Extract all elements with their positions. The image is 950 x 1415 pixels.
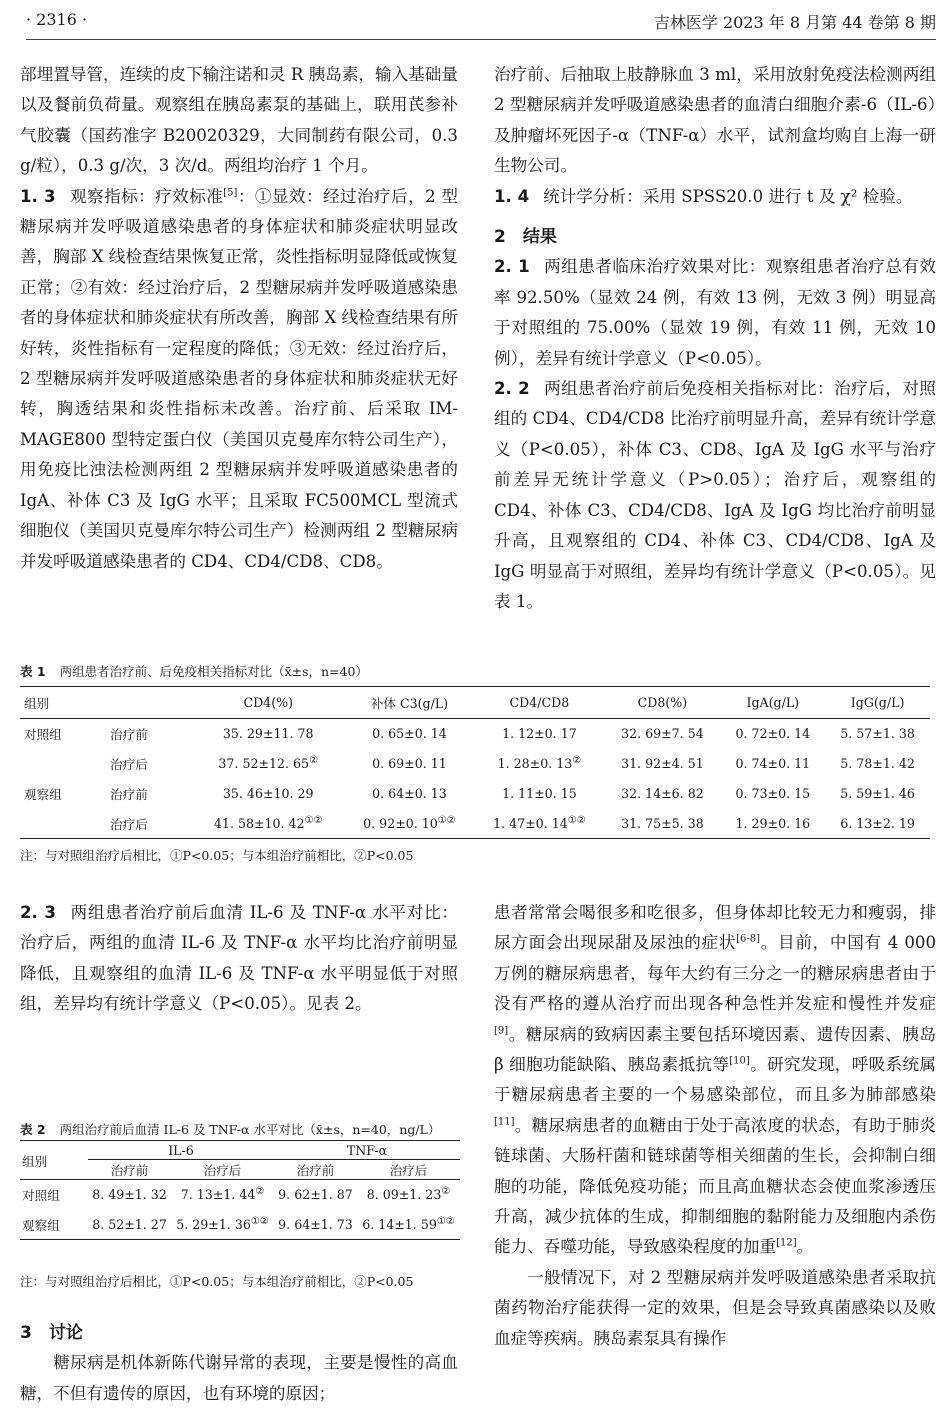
section-number: 1. 3 [20,186,56,206]
table-2-note: 注：与对照组治疗后相比，①P<0.05；与本组治疗前相比，②P<0.05 [20,1274,414,1289]
table-row: 治疗后 41. 58±10. 42①② 0. 92±0. 10①② 1. 47±0. 14①② 31. 75±5. 38 1. 29±0. 16 6. 13±2. 19 [20,809,930,839]
text-column-right-top [494,60,936,617]
journal-title: 吉林医学 2023 年 8 月第 44 卷第 8 期 [653,13,936,32]
section-number: 1. 4 [494,186,530,206]
paragraph-discussion-start: 糖尿病是机体新陈代谢异常的表现，主要是慢性的高血糖，不但有遗传的原因，也有环境的原因； [20,1353,458,1403]
table-row: 观察组 治疗前 35. 46±10. 29 0. 64±0. 13 1. 11±0. 15 32. 14±6. 82 0. 73±0. 15 5. 59±1. 46 [24,786,915,802]
citation: [10] [729,1055,750,1067]
section-2-3: 2. 3 两组患者治疗前后血清 IL-6 及 TNF-α 水平对比：治疗后，两组的血清 IL-6 及 TNF-α 水平均比治疗前明显降低，且观察组的血清 IL-6 及 TNF-α 水平明显低于对照组，差异均有统计学意义（P<0.05）。见表 2。 [20,903,458,1014]
section-heading-results: 2 结果 [494,227,557,248]
table-row: 治疗后 37. 52±12. 65② 0. 69±0. 11 1. 28±0. 13② 31. 92±4. 51 0. 74±0. 11 5. 78±1. 42 [110,754,915,772]
paragraph-discussion-continued: 患者常常会喝很多和吃很多，但身体却比较无力和瘦弱，排尿方面会出现尿甜及尿浊的症状[6-8]。目前，中国有 4 000 万例的糖尿病患者，每年大约有三分之一的糖尿病患者由于没有严格的遵从治疗而出现各种急性并发症和慢性并发症[9]。糖尿病的致病因素主要包括环境因素、遗传因素、胰岛 β 细胞功能缺陷、胰岛素抵抗等[10]。研究发现，呼吸系统属于糖尿病患者主要的一个易感染部位，而且多为肺部感染[11]。糖尿病患者的血糖由于处于高浓度的状态，有助于肺炎链球菌、大肠杆菌和链球菌等相关细菌的生长，会抑制白细胞的功能，降低免疫功能；而且高血糖状态会使血浆渗透压升高，减少抗体的生成，抑制细胞的黏附能力及细胞内杀伤能力、吞噬功能，导致感染程度的加重[12]。 [494,903,937,1257]
table-row: 观察组 8. 52±1. 27 5. 29±1. 36①② 9. 64±1. 73 6. 14±1. 59①② [20,1210,460,1240]
citation: [6-8] [736,933,761,945]
section-number: 2. 3 [20,903,56,922]
section-2-2: 2. 2 两组患者治疗前后免疫相关指标对比：治疗后，对照组的 CD4、CD4/CD8 比治疗前明显升高，差异有统计学意义（P<0.05），补体 C3、CD8、IgA 及 IgG 水平与治疗前差异无统计学意义（P>0.05）；治疗后，观察组的 CD4、补体 C3、CD4/CD8、IgA 及 IgG 均比治疗前明显升高，且观察组的 CD4、补体 C3、CD4/CD8、IgA 及 IgG 明显高于对照组，差异均有统计学意义（P<0.05）。见表 1。 [494,379,936,611]
text-column-left-top [20,60,458,577]
running-header [26,8,936,40]
table-2-caption: 表 2 两组治疗前后血清 IL-6 及 TNF-α 水平对比（x̄±s，n=40，ng/L） [20,1122,441,1137]
section-1-4: 1. 4 统计学分析：采用 SPSS20.0 进行 t 及 χ² 检验。 [494,186,913,206]
paragraph-insulin-pump: 一般情况下，对 2 型糖尿病并发呼吸道感染患者采取抗菌药物治疗能获得一定的效果，但是会导致真菌感染以及败血症等疾病。胰岛素泵具有操作 [494,1267,936,1348]
citation: [11] [494,1116,515,1128]
table-1-note: 注：与对照组治疗后相比，①P<0.05；与本组治疗前相比，②P<0.05 [20,848,414,863]
text-column-left-bottom [20,898,458,1020]
section-number: 2. 1 [494,257,530,277]
table-row: 对照组 8. 49±1. 32 7. 13±1. 44② 9. 62±1. 87 8. 09±1. 23② [22,1186,451,1204]
discussion-block [20,1318,458,1409]
table-header-row: 组别 CD4(%) 补体 C3(g/L) CD4/CD8 CD8(%) IgA(g/L) IgG(g/L) [20,687,930,719]
section-1-3: 1. 3 观察指标：疗效标准[5]：①显效：经过治疗后，2 型糖尿病并发呼吸道感染患者的身体症状和肺炎症状明显改善，胸部 X 线检查结果恢复正常，炎性指标明显降低或恢复正常；②有效：经过治疗后，2 型糖尿病并发呼吸道感染患者的身体症状和肺炎症状有所改善，胸部 X 线检查结果有所好转，炎性指标有一定程度的降低；③无效：经过治疗后，2 型糖尿病并发呼吸道感染患者的身体症状和肺炎症状无好转，胸透结果和炎性指标未改善。治疗前、后采取 IM-MAGE800 型特定蛋白仪（美国贝克曼库尔特公司生产），用免疫比浊法检测两组 2 型糖尿病并发呼吸道感染患者的 IgA、补体 C3 及 IgG 水平；且采取 FC500MCL 型流式细胞仪（美国贝克曼库尔特公司生产）检测两组 2 型糖尿病并发呼吸道感染患者的 CD4、CD4/CD8、CD8。 [20,186,458,571]
citation: [12] [776,1237,797,1249]
section-heading-discussion: 3 讨论 [20,1323,83,1343]
table-1-caption: 表 1 两组患者治疗前、后免疫相关指标对比（x̄±s，n=40） [20,664,368,679]
paragraph-methods-continued: 部埋置导管，连续的皮下输注诺和灵 R 胰岛素，输入基础量以及餐前负荷量。观察组在胰岛素泵的基础上，联用芪参补气胶囊（国药准字 B20020329，大同制药有限公司，0.3 g/粒），0.3 g/次，3 次/d。两组均治疗 1 个月。 [20,65,458,176]
table-subheader-row: 治疗前 治疗后 治疗前 治疗后 [20,1160,460,1180]
page-number: · 2316 · [26,10,88,29]
section-2-1: 2. 1 两组患者临床治疗效果对比：观察组患者治疗总有效率 92.50%（显效 24 例，有效 13 例，无效 3 例）明显高于对照组的 75.00%（显效 19 例，有效 11 例，无效 10 例），差异有统计学意义（P<0.05）。 [494,257,936,368]
table-row: 对照组 治疗前 35. 29±11. 78 0. 65±0. 14 1. 12±0. 17 32. 69±7. 54 0. 72±0. 14 5. 57±1. 38 [24,726,915,743]
text-column-right-bottom [494,898,936,1354]
citation: [9] [494,1025,509,1037]
table-2 [20,1140,460,1240]
table-header-row: 组别 IL-6 TNF-α [20,1141,460,1160]
table-1 [20,686,930,839]
section-number: 2. 2 [494,379,530,399]
citation: [5] [223,187,238,199]
paragraph-blood-sampling: 治疗前、后抽取上肢静脉血 3 ml，采用放射免疫法检测两组 2 型糖尿病并发呼吸道感染患者的血清白细胞介素-6（IL-6）及肿瘤坏死因子-α（TNF-α）水平，试剂盒均购自上海一研生物公司。 [494,65,936,176]
